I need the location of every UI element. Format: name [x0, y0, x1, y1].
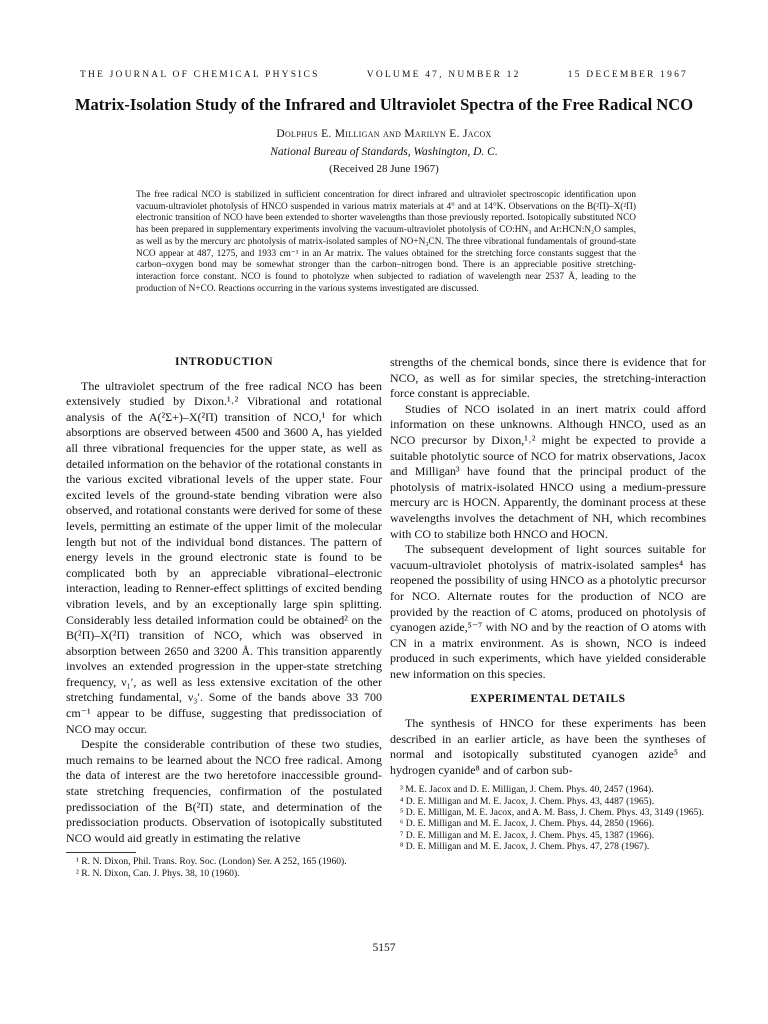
- footnote: ³ M. E. Jacox and D. E. Milligan, J. Chem. Phys. 40, 2457 (1964).: [400, 784, 654, 796]
- paragraph: strengths of the chemical bonds, since there is evidence that for NCO, as well as for similar species, the stretching-interaction force constant is appreciable.: [390, 355, 706, 401]
- issue-date: 15 DECEMBER 1967: [567, 70, 688, 80]
- article-authors: Dolphus E. Milligan and Marilyn E. Jacox: [276, 128, 492, 140]
- footnote-rule: [66, 852, 136, 853]
- right-column: [390, 355, 706, 852]
- paragraph: Studies of NCO isolated in an inert matrix could afford information on these unknowns. Although HNCO, used as an NCO precursor by Dixon,¹˒² might be expected to provide a suitable photolytic source of NCO for matrix observations, Jacox and Milligan³ have found that the principal product of the photolysis of matrix-isolated HNCO using a medium-pressure mercury arc is HOCN. Apparently, the dominant process at these wavelengths involves the detachment of NH, which recombines with CO to stabilize both HNCO and HOCN.: [390, 401, 706, 541]
- footnote: ² R. N. Dixon, Can. J. Phys. 38, 10 (1960).: [76, 867, 240, 879]
- running-header: [80, 70, 688, 80]
- paragraph: The synthesis of HNCO for these experiments has been described in an earlier article, as have been the syntheses of normal and isotopically substituted cyanogen azide⁵ and hydrogen cyanide⁸ and of carbon sub-: [390, 716, 706, 777]
- footnotes-left: [66, 852, 382, 879]
- paragraph: Despite the considerable contribution of these two studies, much remains to be learned about the NCO free radical. Among the data of interest are the two heretofore inaccessible ground-state stretching frequencies, confirmation of the postulated predissociation of the B(²Π) state, and determination of the predissociation products. Observation of isotopically substituted NCO would aid greatly in estimating the relative: [66, 737, 382, 845]
- section-heading-introduction: INTRODUCTION: [174, 356, 273, 368]
- page-number: 5157: [372, 942, 396, 954]
- paragraph: The subsequent development of light sources suitable for vacuum-ultraviolet photolysis of matrix-isolated samples⁴ has reopened the possibility of using HNCO as a photolytic precursor for NCO. Alternate routes for the production of NCO are provided by the reaction of C atoms, produced on photolysis of cyanogen azide,⁵⁻⁷ with NO and by the reaction of O atoms with CN in a matrix environment. As is shown, NCO is indeed produced in such experiments, which have yielded considerable new information on this species.: [390, 542, 706, 681]
- footnote: ⁴ D. E. Milligan and M. E. Jacox, J. Chem. Phys. 43, 4487 (1965).: [400, 795, 655, 807]
- author-affiliation: National Bureau of Standards, Washington, D. C.: [270, 146, 498, 158]
- footnote: ⁶ D. E. Milligan and M. E. Jacox, J. Chem. Phys. 44, 2850 (1966).: [400, 818, 655, 830]
- volume-number: VOLUME 47, NUMBER 12: [366, 70, 521, 80]
- abstract: The free radical NCO is stabilized in sufficient concentration for direct infrared and ultraviolet spectroscopic identification upon vacuum-ultraviolet photolysis of HNCO suspended in various matrix materials at 4° and at 14°K. Observations on the B(²Π)–X(²Π) electronic transition of NCO have been extended to shorter wavelengths than those previously reported. Isotopically substituted NCO has been prepared in supplementary experiments involving the vacuum-ultraviolet photolysis of CO:HN₃ and Ar:HCN:N₂O samples, as well as by the mercury arc photolysis of matrix-isolated samples of NO+N₃CN. The three vibrational fundamentals of ground-state NCO appear at 487, 1275, and 1933 cm⁻¹ in an Ar matrix. The values obtained for the stretching force constants suggest that the carbon–oxygen bond may be somewhat stronger than the carbon–nitrogen bond. There is an appreciable positive stretching-interaction force constant. NCO is found to photolyze when subjected to radiation of wavelength near 2537 Å, leading to the production of N+CO. Reactions occurring in the various systems investigated are discussed.: [136, 190, 636, 294]
- section-heading-experimental: EXPERIMENTAL DETAILS: [470, 693, 626, 706]
- paragraph: The ultraviolet spectrum of the free radical NCO has been extensively studied by Dixon.¹˒² Vibrational and rotational analysis of the A(²Σ+)–X(²Π) transition of NCO,¹ for which absorptions are observed between 4500 and 3600 A, has yielded all three vibrational frequencies for the upper state, as well as detailed information on the behavior of the rotational constants in the various excited vibrational levels of the upper state. Four excited levels of the ground-state bending vibration were also observed, and rotational constants were derived for some of these levels, permitting an estimate of the upper limit of the molecular length but not of the individual bond distances. The pattern of energy levels in the ground electronic state is found to be complicated both by an appreciable vibrational–electronic interaction, leading to Renner-effect splittings of excited bending vibration levels, and by an exceptionally large spin splitting. Considerably less detailed information could be obtained² on the B(²Π)–X(²Π) transition of NCO, which was observed in absorption between 2650 and 3200 Å. This transition apparently involves an extended progression in the upper-state stretching frequency, ν₁′, as well as less extensive excitation of the other stretching fundamental, ν₃′. Some of the bands above 33 700 cm⁻¹ appear to be diffuse, suggesting that predissociation of NCO may occur.: [66, 378, 382, 736]
- footnotes-right: [390, 784, 706, 852]
- footnote: ⁵ D. E. Milligan, M. E. Jacox, and A. M. Bass, J. Chem. Phys. 43, 3149 (1965).: [400, 807, 704, 819]
- article-title: Matrix-Isolation Study of the Infrared and Ultraviolet Spectra of the Free Radical NCO: [74, 95, 694, 114]
- footnote: ⁸ D. E. Milligan and M. E. Jacox, J. Chem. Phys. 47, 278 (1967).: [400, 840, 650, 852]
- journal-name: THE JOURNAL OF CHEMICAL PHYSICS: [80, 70, 320, 80]
- footnote: ¹ R. N. Dixon, Phil. Trans. Roy. Soc. (London) Ser. A 252, 165 (1960).: [76, 856, 347, 868]
- received-date: (Received 28 June 1967): [329, 163, 439, 175]
- left-column: [66, 355, 382, 879]
- footnote: ⁷ D. E. Milligan and M. E. Jacox, J. Chem. Phys. 45, 1387 (1966).: [400, 829, 655, 841]
